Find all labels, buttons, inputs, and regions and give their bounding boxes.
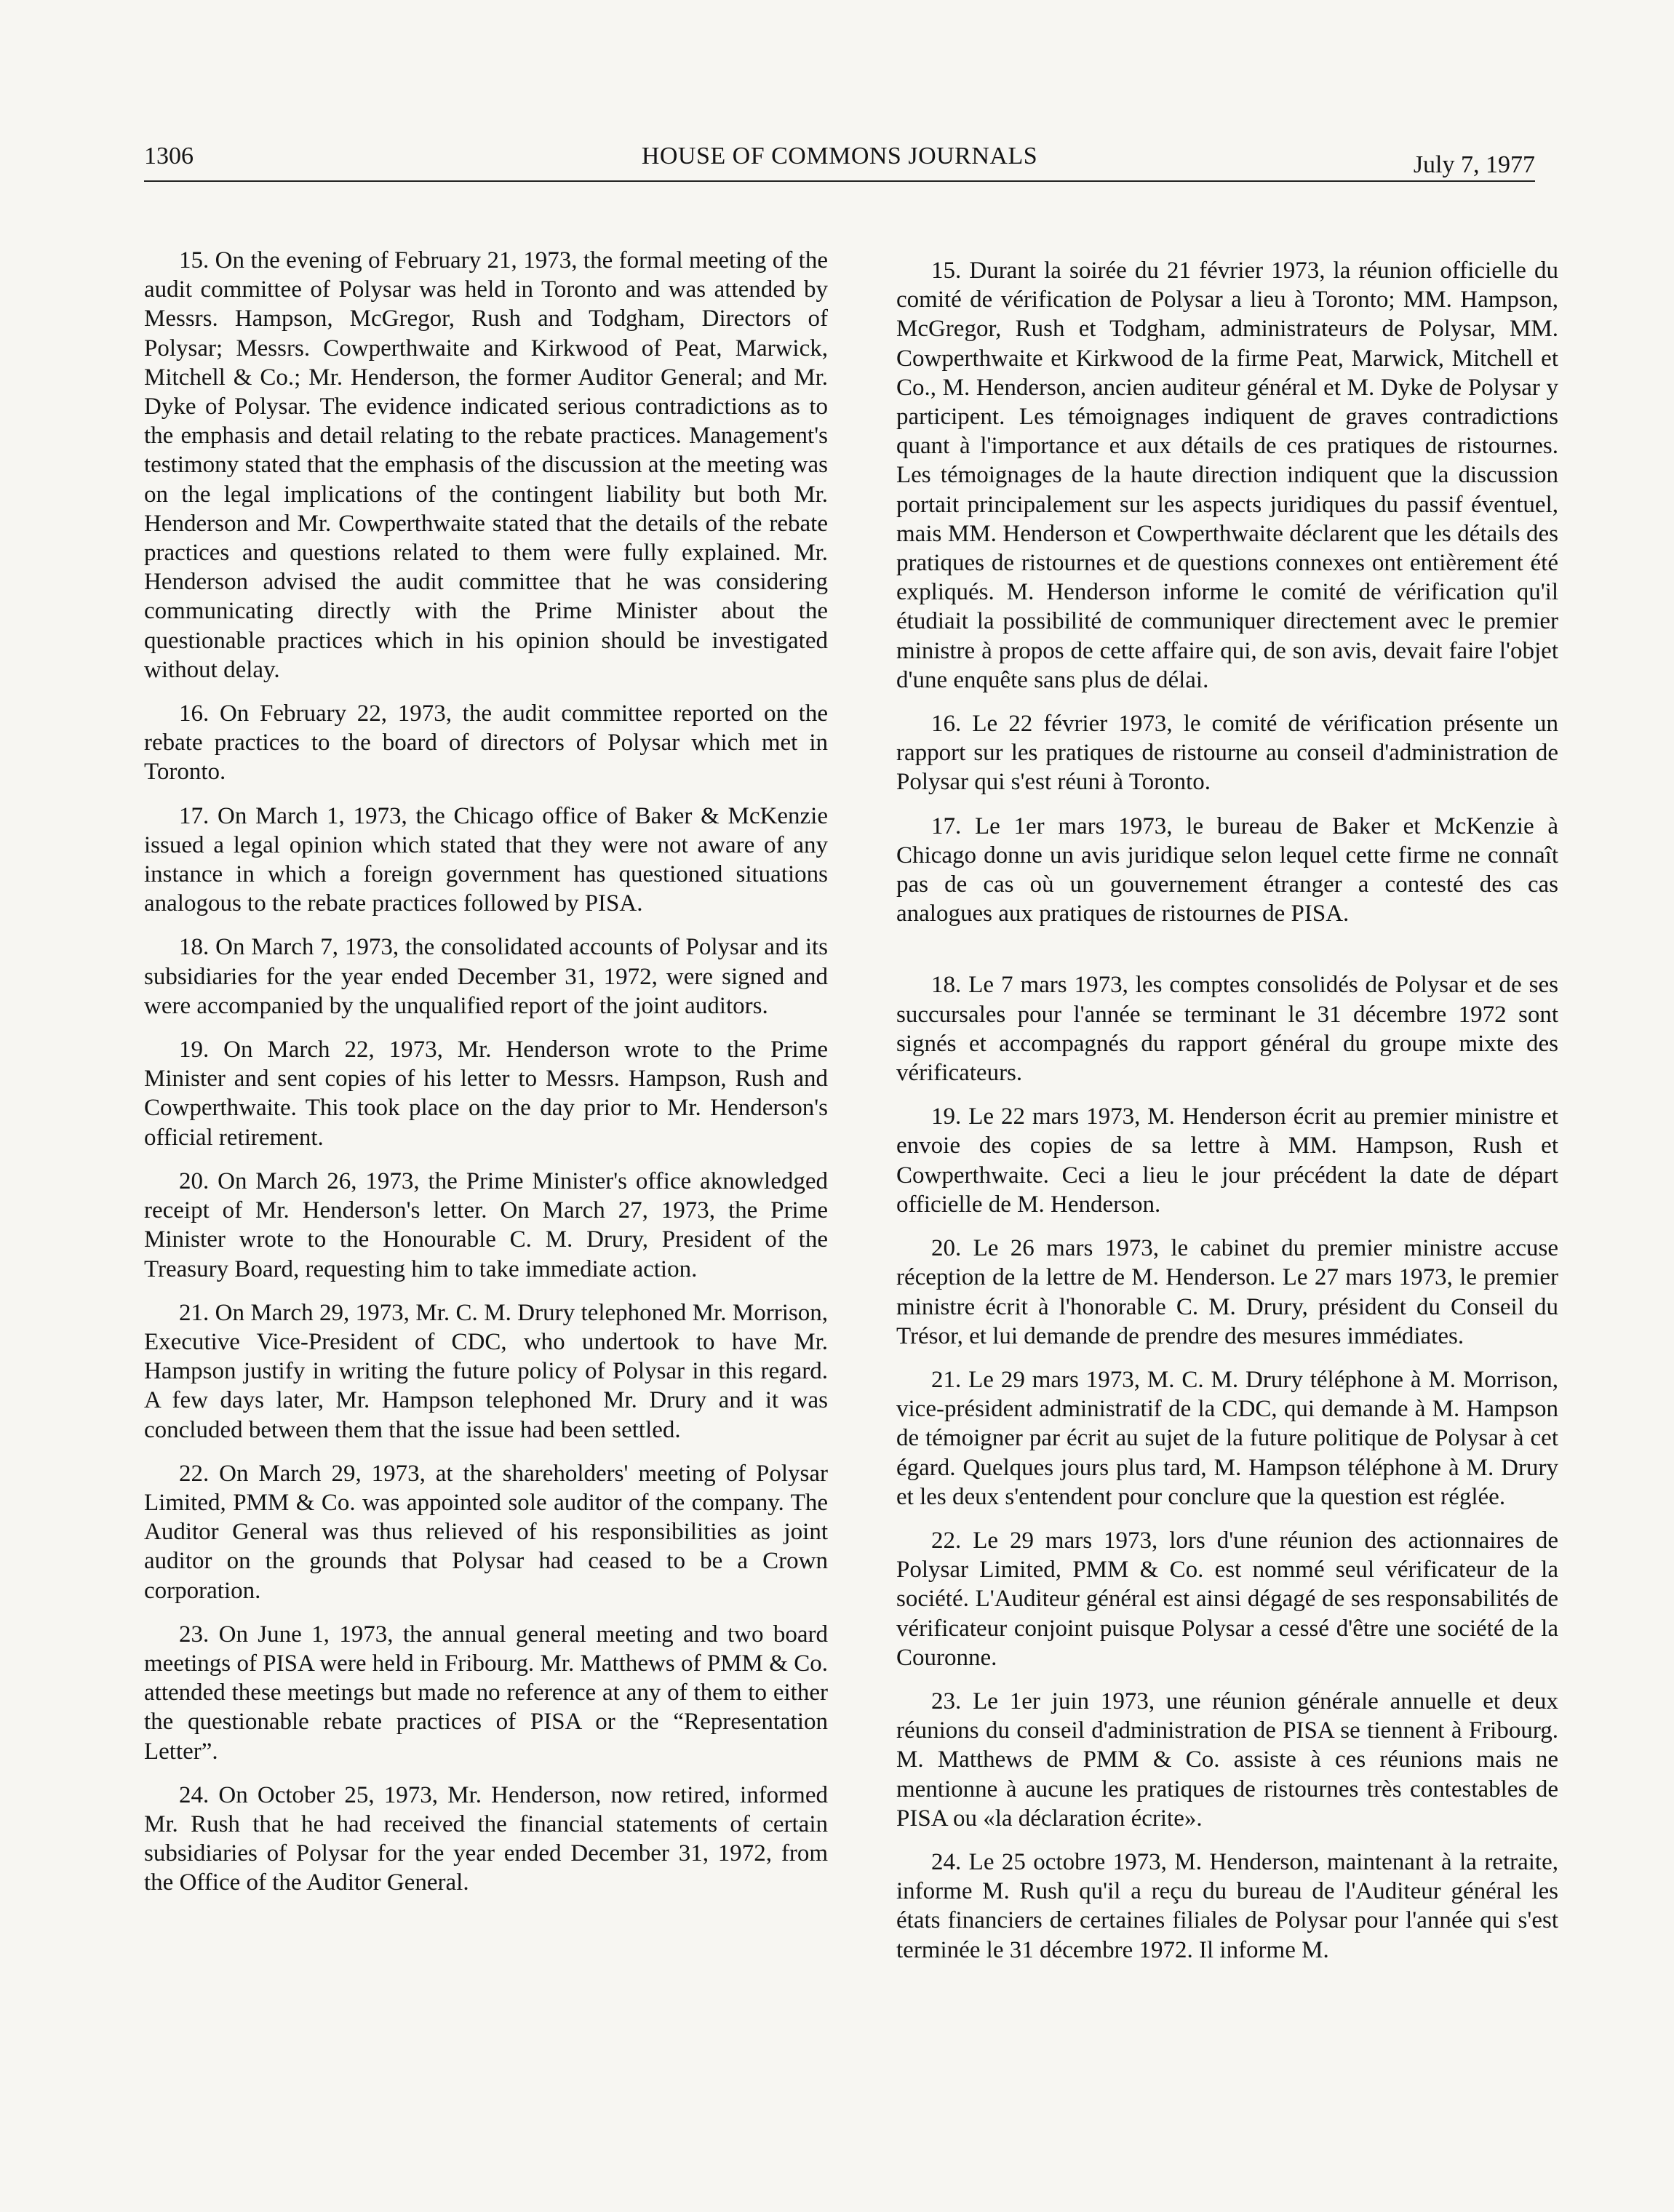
paragraph-24-en: 24. On October 25, 1973, Mr. Henderson, now retired, informed Mr. Rush that he had received the financial statements of certain subsidiaries of Polysar for the year ended December 31, 1972, from the Office of the Auditor General. — [144, 1781, 828, 1896]
french-column — [896, 256, 1558, 1965]
paragraph-15-en: 15. On the evening of February 21, 1973, the formal meeting of the audit committee of Polysar was held in Toronto and was attended by Messrs. Hampson, McGregor, Rush and Todgham, Directors of Polysar; Messrs. Cowperthwaite and Kirkwood of Peat, Marwick, Mitchell & Co.; Mr. Henderson, the former Auditor General; and Mr. Dyke of Polysar. The evidence indicated serious contradictions as to the emphasis and detail relating to the rebate practices. Management's testimony stated that the emphasis of the discussion at the meeting was on the legal implications of the contingent liability but both Mr. Henderson and Mr. Cowperthwaite stated that the details of the rebate practices and questions related to them were fully explained. Mr. Henderson advised the audit committee that he was considering communicating directly with the Prime Minister about the questionable practices which in his opinion should be investigated without delay. — [144, 247, 828, 683]
paragraph-16-fr: 16. Le 22 février 1973, le comité de vérification présente un rapport sur les pratiques de ristourne au conseil d'administration de Polysar qui s'est réuni à Toronto. — [896, 711, 1558, 796]
paragraph-18-en: 18. On March 7, 1973, the consolidated accounts of Polysar and its subsidiaries for the year ended December 31, 1972, were signed and were accompanied by the unqualified report of the joint auditors. — [144, 934, 828, 1019]
paragraph-20-en: 20. On March 26, 1973, the Prime Minister's office aknowledged receipt of Mr. Henderson's letter. On March 27, 1973, the Prime Minister wrote to the Honourable C. M. Drury, President of the Treasury Board, requesting him to take immediate action. — [144, 1167, 828, 1282]
english-column — [144, 246, 828, 1898]
page-number: 1306 — [144, 143, 194, 169]
paragraph-21-en: 21. On March 29, 1973, Mr. C. M. Drury telephoned Mr. Morrison, Executive Vice-President of CDC, who undertook to have Mr. Hampson justify in writing the future policy of Polysar in this regard. A few days later, Mr. Hampson telephoned Mr. Drury and it was concluded between them that the issue had been settled. — [144, 1299, 828, 1443]
paragraph-24-fr: 24. Le 25 octobre 1973, M. Henderson, maintenant à la retraite, informe M. Rush qu'il a reçu du bureau de l'Auditeur général les états financiers de certaines filiales de Polysar pour l'année qui s'est terminée le 31 décembre 1972. Il informe M. — [896, 1848, 1558, 1963]
paragraph-16-en: 16. On February 22, 1973, the audit committee reported on the rebate practices to the board of directors of Polysar which met in Toronto. — [144, 700, 828, 786]
paragraph-17-fr: 17. Le 1er mars 1973, le bureau de Baker et McKenzie à Chicago donne un avis juridique selon lequel cette firme ne connaît pas de cas où un gouvernement étranger a contesté des cas analogues aux pratiques de ristournes de PISA. — [896, 812, 1558, 927]
paragraph-19-en: 19. On March 22, 1973, Mr. Henderson wrote to the Prime Minister and sent copies of his letter to Messrs. Hampson, Rush and Cowperthwaite. This took place on the day prior to Mr. Henderson's official retirement. — [144, 1037, 828, 1151]
paragraph-22-en: 22. On March 29, 1973, at the shareholders' meeting of Polysar Limited, PMM & Co. was appointed sole auditor of the company. The Auditor General was thus relieved of his responsibilities as joint auditor on the grounds that Polysar had ceased to be a Crown corporation. — [144, 1460, 828, 1604]
paragraph-20-fr: 20. Le 26 mars 1973, le cabinet du premier ministre accuse réception de la lettre de M. Henderson. Le 27 mars 1973, le premier ministre écrit à l'honorable C. M. Drury, président du Conseil du Trésor, et lui demande de prendre des mesures immédiates. — [896, 1235, 1558, 1349]
page-date: July 7, 1977 — [1413, 151, 1535, 178]
paragraph-15-fr: 15. Durant la soirée du 21 février 1973, la réunion officielle du comité de vérification de Polysar a lieu à Toronto; MM. Hampson, McGregor, Rush et Todgham, administrateurs de Polysar, MM. Cowperthwaite et Kirkwood de la firme Peat, Marwick, Mitchell et Co., M. Henderson, ancien auditeur général et M. Dyke de Polysar y participent. Les témoignages indiquent de graves contradictions quant à l'importance et aux détails de ces pratiques de ristournes. Les témoignages de la haute direction indiquent que la discussion portait principalement sur les aspects juridiques du passif éventuel, mais MM. Henderson et Cowperthwaite déclarent que les détails des pratiques de ristournes et de questions connexes ont entièrement été expliqués. M. Henderson informe le comité de vérification qu'il étudiait la possibilité de communiquer directement avec le premier ministre à propos de cette affaire qui, de son avis, devait faire l'objet d'une enquête sans plus de délai. — [896, 257, 1558, 693]
paragraph-21-fr: 21. Le 29 mars 1973, M. C. M. Drury téléphone à M. Morrison, vice-président administratif de la CDC, qui demande à M. Hampson de témoigner par écrit au sujet de la future politique de Polysar à cet égard. Quelques jours plus tard, M. Hampson téléphone à M. Drury et les deux s'entendent pour conclure que la question est réglée. — [896, 1366, 1558, 1510]
page-header — [144, 143, 1535, 182]
paragraph-22-fr: 22. Le 29 mars 1973, lors d'une réunion des actionnaires de Polysar Limited, PMM & Co. est nommé seul vérificateur de la société. L'Auditeur général est ainsi dégagé de ses responsabilités de vérificateur conjoint puisque Polysar a cessé d'être une société de la Couronne. — [896, 1527, 1558, 1671]
journal-title: HOUSE OF COMMONS JOURNALS — [641, 143, 1038, 169]
paragraph-18-fr: 18. Le 7 mars 1973, les comptes consolidés de Polysar et de ses succursales pour l'année se terminant le 31 décembre 1972 sont signés et accompagnés du rapport général du groupe mixte des vérificateurs. — [896, 972, 1558, 1087]
paragraph-23-fr: 23. Le 1er juin 1973, une réunion générale annuelle et deux réunions du conseil d'administration de PISA se tiennent à Fribourg. M. Matthews de PMM & Co. assiste à ces réunions mais ne mentionne à aucune les pratiques de ristournes très contestables de PISA ou «la déclaration écrite». — [896, 1688, 1558, 1832]
paragraph-17-en: 17. On March 1, 1973, the Chicago office of Baker & McKenzie issued a legal opinion which stated that they were not aware of any instance in which a foreign government has questioned situations analogous to the rebate practices followed by PISA. — [144, 802, 828, 917]
paragraph-19-fr: 19. Le 22 mars 1973, M. Henderson écrit au premier ministre et envoie des copies de sa lettre à MM. Hampson, Rush et Cowperthwaite. Ceci a lieu le jour précédent la date de départ officielle de M. Henderson. — [896, 1103, 1558, 1218]
paragraph-23-en: 23. On June 1, 1973, the annual general meeting and two board meetings of PISA were held in Fribourg. Mr. Matthews of PMM & Co. attended these meetings but made no reference at any of them to either the questionable rebate practices of PISA or the “Representation Letter”. — [144, 1621, 828, 1765]
